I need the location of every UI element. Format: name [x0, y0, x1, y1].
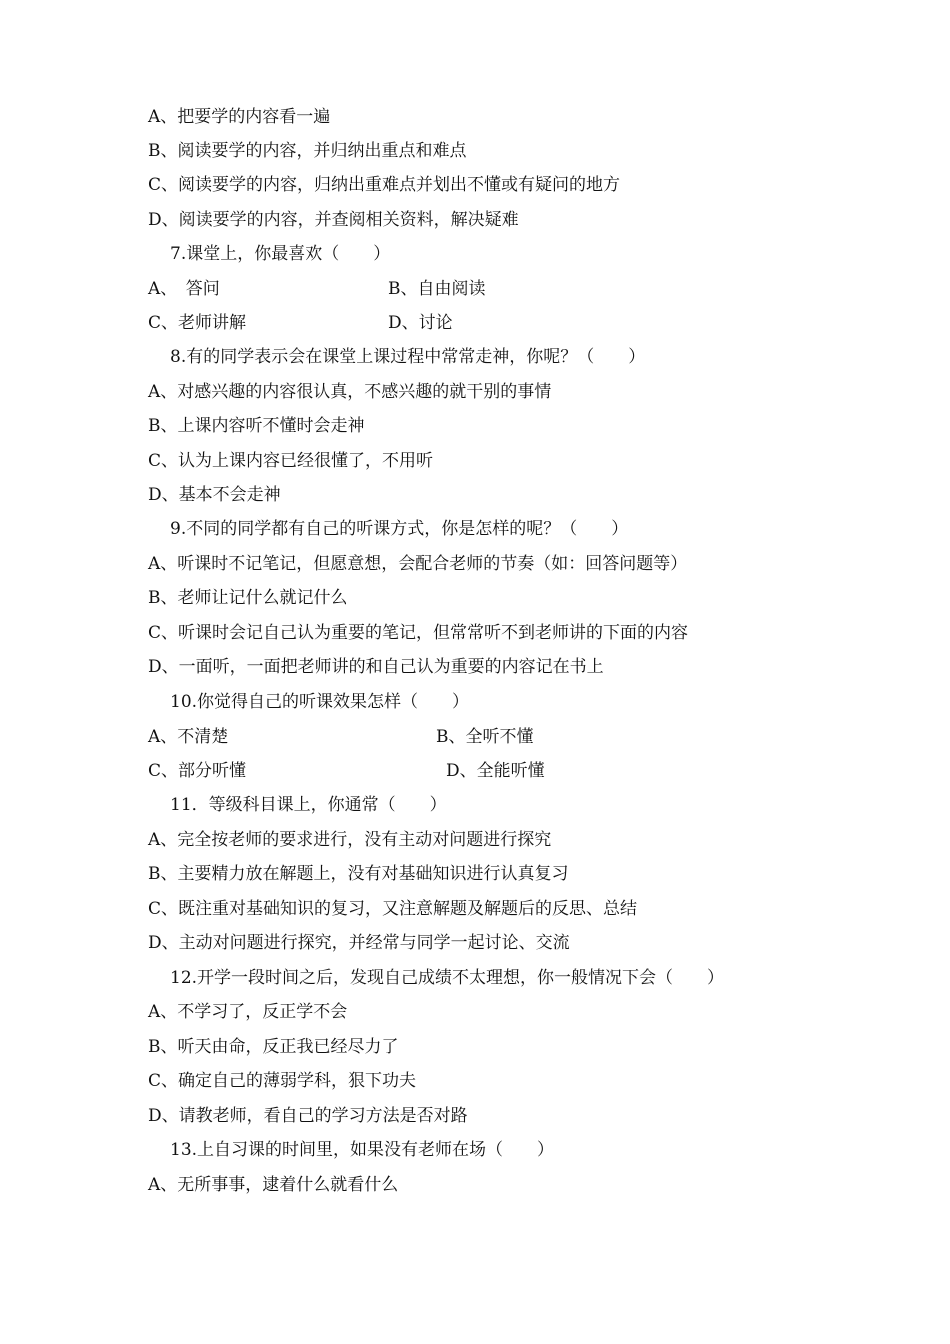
q11-question: 11．等级科目课上，你通常（ ） [170, 795, 447, 815]
q12-option-b: B、听天由命，反正我已经尽力了 [148, 1037, 399, 1057]
q8-option-c: C、认为上课内容已经很懂了，不用听 [148, 451, 434, 471]
q11-option-a: A、完全按老师的要求进行，没有主动对问题进行探究 [148, 830, 552, 850]
q10-option-a: A、不清楚 [148, 727, 229, 747]
q10-option-b: B、全听不懂 [436, 727, 534, 747]
q6-option-b: B、阅读要学的内容，并归纳出重点和难点 [148, 141, 467, 161]
q8-option-d: D、基本不会走神 [148, 485, 281, 505]
q9-option-c: C、听课时会记自己认为重要的笔记，但常常听不到老师讲的下面的内容 [148, 623, 689, 643]
q13-option-a: A、无所事事，逮着什么就看什么 [148, 1175, 399, 1195]
q7-question: 7.课堂上，你最喜欢（ ） [170, 244, 391, 264]
q9-option-b: B、老师让记什么就记什么 [148, 588, 348, 608]
q10-option-d: D、全能听懂 [446, 761, 545, 781]
q12-question: 12.开学一段时间之后，发现自己成绩不太理想，你一般情况下会（ ） [170, 968, 725, 988]
q8-question: 8.有的同学表示会在课堂上课过程中常常走神，你呢？（ ） [170, 347, 646, 367]
q7-option-b: B、自由阅读 [388, 279, 486, 299]
q7-option-d: D、讨论 [388, 313, 453, 333]
q10-option-c: C、部分听懂 [148, 761, 247, 781]
q12-option-d: D、请教老师，看自己的学习方法是否对路 [148, 1106, 468, 1126]
q9-option-d: D、一面听，一面把老师讲的和自己认为重要的内容记在书上 [148, 657, 604, 677]
q6-option-a: A、把要学的内容看一遍 [148, 107, 331, 127]
q11-option-c: C、既注重对基础知识的复习，又注意解题及解题后的反思、总结 [148, 899, 638, 919]
q7-option-c: C、老师讲解 [148, 313, 247, 333]
q11-option-d: D、主动对问题进行探究，并经常与同学一起讨论、交流 [148, 933, 570, 953]
q9-option-a: A、听课时不记笔记，但愿意想，会配合老师的节奏（如：回答问题等） [148, 554, 688, 574]
q6-option-c: C、阅读要学的内容，归纳出重难点并划出不懂或有疑问的地方 [148, 175, 621, 195]
q13-question: 13.上自习课的时间里，如果没有老师在场（ ） [170, 1140, 555, 1160]
q8-option-b: B、上课内容听不懂时会走神 [148, 416, 365, 436]
q12-option-a: A、不学习了，反正学不会 [148, 1002, 348, 1022]
q9-question: 9.不同的同学都有自己的听课方式，你是怎样的呢？（ ） [170, 519, 629, 539]
q7-option-a: A、 答问 [148, 279, 220, 299]
q6-option-d: D、阅读要学的内容，并查阅相关资料，解决疑难 [148, 210, 519, 230]
q11-option-b: B、主要精力放在解题上，没有对基础知识进行认真复习 [148, 864, 569, 884]
q10-question: 10.你觉得自己的听课效果怎样（ ） [170, 692, 470, 712]
q8-option-a: A、对感兴趣的内容很认真，不感兴趣的就干别的事情 [148, 382, 552, 402]
q12-option-c: C、确定自己的薄弱学科，狠下功夫 [148, 1071, 417, 1091]
